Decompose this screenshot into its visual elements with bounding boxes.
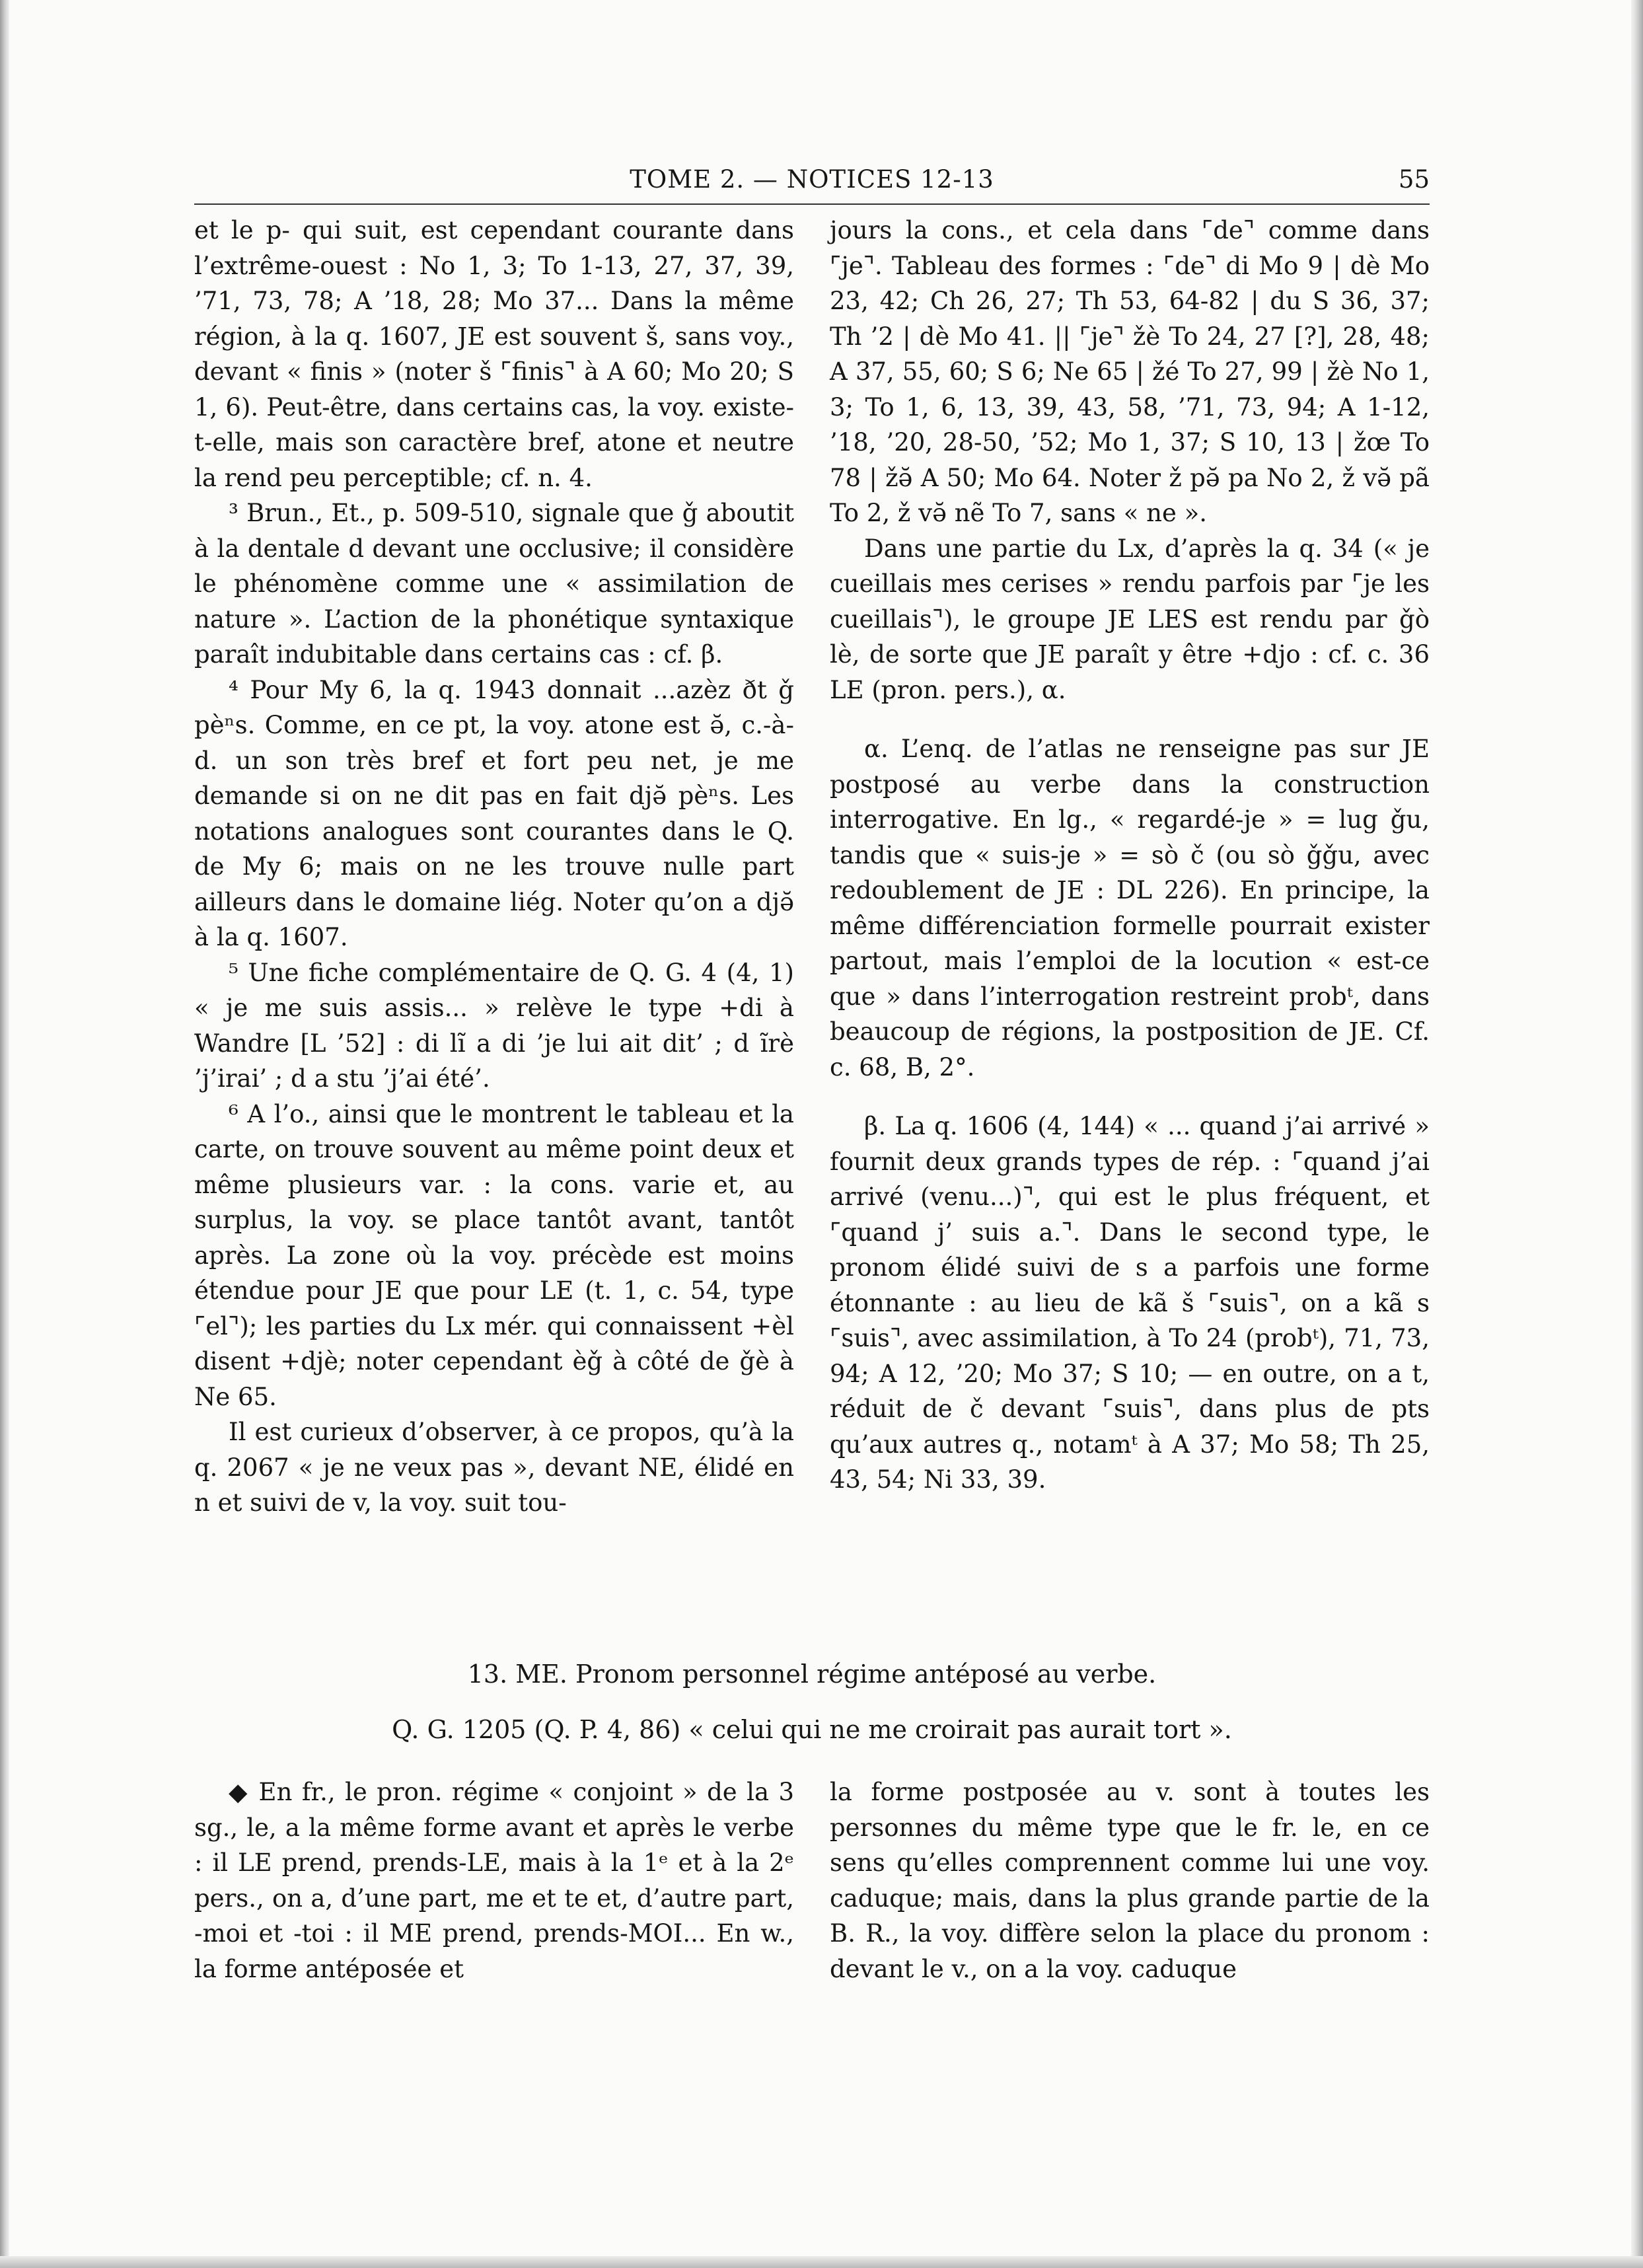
paragraph: la forme postposée au v. sont à toutes les personnes du même type que le fr. le, en ce sens qu’elles comprennent comme lui une voy. caduque; mais, dans la plus grande partie de la B. R., la voy. diffère selon la place du pronom : devant le v., on a la voy. caduque	[830, 1778, 1430, 1983]
section-heading: 13. ME. Pronom personnel régime antéposé au verbe.	[467, 1660, 1157, 1689]
column-bottom-left	[194, 1774, 794, 1987]
paragraph: jours la cons., et cela dans ⌜de⌝ comme dans ⌜je⌝. Tableau des formes : ⌜de⌝ di Mo 9 | dè Mo 23, 42; Ch 26, 27; Th 53, 64-82 | du S 36, 37; Th ’2 | dè Mo 41. || ⌜je⌝ žè To 24, 27 [?], 28, 48; A 37, 55, 60; S 6; Ne 65 | žé To 27, 99 | žè No 1, 3; To 1, 6, 13, 39, 43, 58, ’71, 73, 94; A 1-12, ’18, ’20, 28-50, ’52; Mo 1, 37; S 10, 13 | žœ To 78 | žə̆ A 50; Mo 64. Noter ž pə̆ pa No 2, ž və̆ pã To 2, ž və̆ nẽ To 7, sans « ne ».	[830, 216, 1430, 527]
paragraph: Dans une partie du Lx, d’après la q. 34 (« je cueillais mes cerises » rendu parfois par ⌜je les cueillais⌝), le groupe JE LES est rendu par ǧò lè, de sorte que JE paraît y être +djo : cf. c. 36 LE (pron. pers.), α.	[830, 534, 1430, 704]
paragraph-alpha: α. L’enq. de l’atlas ne renseigne pas sur JE postposé au verbe dans la construction interrogative. En lg., « regardé-je » = lug ǧu, tandis que « suis-je » = sò č (ou sò ǧǧu, avec redoublement de JE : DL 226). En principe, la même différenciation formelle pourrait exister partout, mais l’emploi de la locution « est-ce que » dans l’interrogation restreint probᵗ, dans beaucoup de régions, la postposition de JE. Cf. c. 68, B, 2°.	[830, 735, 1430, 1081]
column-top-left	[194, 213, 794, 1521]
footnote-3: ³ Brun., Et., p. 509-510, signale que ǧ aboutit à la dentale d devant une occlusive; il considère le phénomène comme une « assimilation de nature ». L’action de la phonétique syntaxique paraît indubitable dans certains cas : cf. β.	[194, 499, 794, 669]
column-bottom-right	[830, 1774, 1430, 1987]
running-title: TOME 2. — NOTICES 12-13	[630, 165, 994, 194]
page-edge-right	[1631, 0, 1643, 2268]
footnote-4: ⁴ Pour My 6, la q. 1943 donnait ...azèz ðt ǧ pèⁿs. Comme, en ce pt, la voy. atone est ə̆, c.-à-d. un son très bref et fort peu net, je me demande si on ne dit pas en fait djə̆ pèⁿs. Les notations analogues sont courantes dans le Q. de My 6; mais on ne les trouve nulle part ailleurs dans le domaine liég. Noter qu’on a djə̆ à la q. 1607.	[194, 675, 794, 951]
footnote-5: ⁵ Une fiche complémentaire de Q. G. 4 (4, 1) « je me suis assis... » relève le type +di à Wandre [L ’52] : di lĩ a di ’je lui ait dit’ ; d ĩrè ’j’irai’ ; d a stu ’j’ai été’.	[194, 958, 794, 1093]
paragraph: et le p- qui suit, est cependant courante dans l’extrême-ouest : No 1, 3; To 1-13, 27, 37, 39, ’71, 73, 78; A ’18, 28; Mo 37... Dans la même région, à la q. 1607, JE est souvent š, sans voy., devant « finis » (noter š ⌜finis⌝ à A 60; Mo 20; S 1, 6). Peut-être, dans certains cas, la voy. existe-t-elle, mais son caractère bref, atone et neutre la rend peu perceptible; cf. n. 4.	[194, 216, 794, 492]
footnote-6: ⁶ A l’o., ainsi que le montrent le tableau et la carte, on trouve souvent au même point deux et même plusieurs var. : la cons. varie et, au surplus, la voy. se place tantôt avant, tantôt après. La zone où la voy. précède est moins étendue pour JE que pour LE (t. 1, c. 54, type ⌜el⌝); les parties du Lx mér. qui connaissent +èl disent +djè; noter cependant èǧ à côté de ǧè à Ne 65.	[194, 1099, 794, 1411]
page-number: 55	[1398, 165, 1430, 194]
paragraph-beta: β. La q. 1606 (4, 144) « ... quand j’ai arrivé » fournit deux grands types de rép. : ⌜quand j’ai arrivé (venu...)⌝, qui est le plus fréquent, et ⌜quand j’ suis a.⌝. Dans le second type, le pronom élidé suivi de s a parfois une forme étonnante : au lieu de kã š ⌜suis⌝, on a kã s ⌜suis⌝, avec assimilation, à To 24 (probᵗ), 71, 73, 94; A 12, ’20; Mo 37; S 10; — en outre, on a t, réduit de č devant ⌜suis⌝, dans plus de pts qu’aux autres q., notamᵗ à A 37; Mo 58; Th 25, 43, 54; Ni 33, 39.	[830, 1112, 1430, 1494]
section-question: Q. G. 1205 (Q. P. 4, 86) « celui qui ne me croirait pas aurait tort ».	[392, 1715, 1232, 1744]
running-header	[194, 164, 1430, 205]
page-edge-left	[0, 0, 9, 2268]
page-edge-bottom	[0, 2256, 1643, 2268]
paragraph: Il est curieux d’observer, à ce propos, qu’à la q. 2067 « je ne veux pas », devant NE, élidé en n et suivi de v, la voy. suit tou-	[194, 1418, 794, 1517]
column-top-right	[830, 213, 1430, 1498]
paragraph: ◆ En fr., le pron. régime « conjoint » de la 3 sg., le, a la même forme avant et après le verbe : il LE prend, prends-LE, mais à la 1ᵉ et à la 2ᵉ pers., on a, d’une part, me et te et, d’autre part, -moi et -toi : il ME prend, prends-MOI... En w., la forme antéposée et	[194, 1778, 794, 1983]
